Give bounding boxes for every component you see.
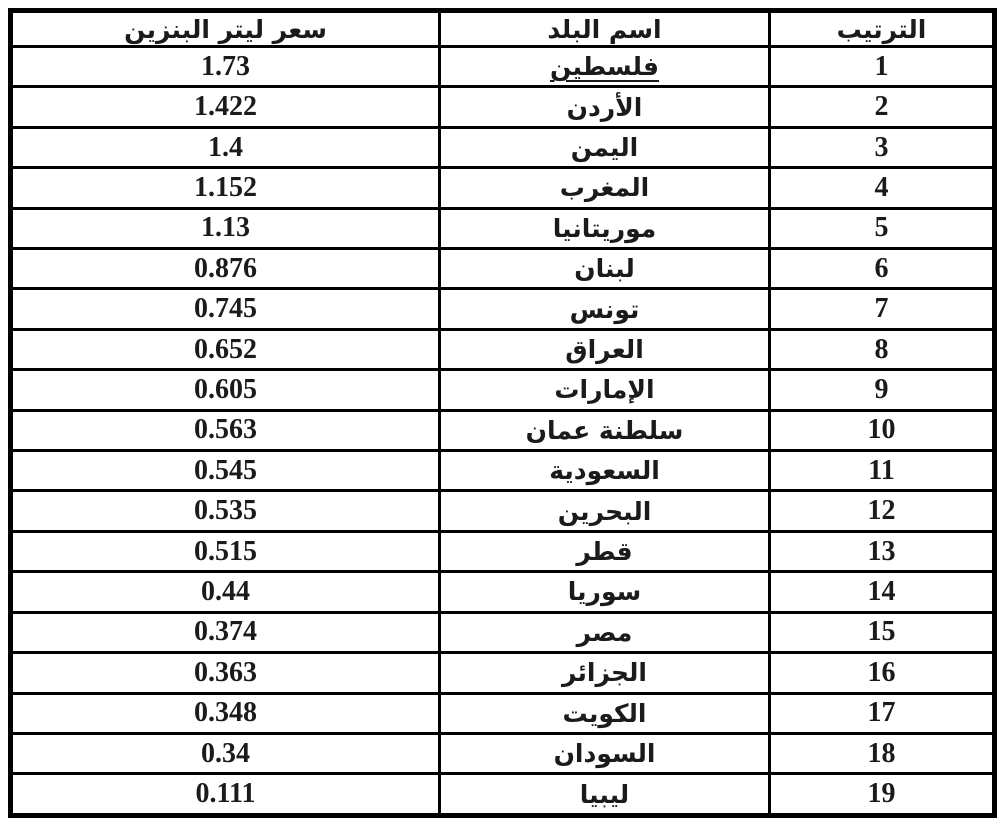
- table-row: [11, 370, 995, 410]
- table-row: [11, 693, 995, 733]
- country-cell: موريتانيا: [440, 208, 770, 248]
- country-cell: السودان: [440, 733, 770, 773]
- country-cell: الإمارات: [440, 370, 770, 410]
- country-cell: الأردن: [440, 87, 770, 127]
- country-cell: السعودية: [440, 451, 770, 491]
- price-cell: 0.374: [11, 612, 440, 652]
- country-cell: سلطنة عمان: [440, 410, 770, 450]
- table-header: [11, 11, 995, 47]
- column-header-country: اسم البلد: [440, 11, 770, 47]
- table-row: [11, 491, 995, 531]
- country-cell: فلسطين: [440, 47, 770, 87]
- country-cell: الكويت: [440, 693, 770, 733]
- rank-cell: 1: [770, 47, 995, 87]
- table-row: [11, 329, 995, 369]
- table-row: [11, 289, 995, 329]
- country-cell: قطر: [440, 531, 770, 571]
- table-row: [11, 168, 995, 208]
- table-row: [11, 87, 995, 127]
- rank-cell: 9: [770, 370, 995, 410]
- price-cell: 1.73: [11, 47, 440, 87]
- rank-cell: 8: [770, 329, 995, 369]
- country-cell: مصر: [440, 612, 770, 652]
- rank-cell: 13: [770, 531, 995, 571]
- rank-cell: 14: [770, 572, 995, 612]
- rank-cell: 19: [770, 774, 995, 816]
- price-cell: 0.876: [11, 249, 440, 289]
- table-row: [11, 733, 995, 773]
- country-cell: ليبيا: [440, 774, 770, 816]
- table-row: [11, 208, 995, 248]
- price-cell: 0.745: [11, 289, 440, 329]
- country-cell: اليمن: [440, 127, 770, 167]
- table-row: [11, 653, 995, 693]
- price-cell: 0.44: [11, 572, 440, 612]
- country-cell: العراق: [440, 329, 770, 369]
- price-cell: 0.563: [11, 410, 440, 450]
- rank-cell: 7: [770, 289, 995, 329]
- price-cell: 0.348: [11, 693, 440, 733]
- table-row: [11, 410, 995, 450]
- column-header-price: سعر ليتر البنزين: [11, 11, 440, 47]
- price-cell: 1.152: [11, 168, 440, 208]
- header-row: [11, 11, 995, 47]
- country-cell: الجزائر: [440, 653, 770, 693]
- price-cell: 1.422: [11, 87, 440, 127]
- table-body: [11, 47, 995, 816]
- table-row: [11, 774, 995, 816]
- table-row: [11, 249, 995, 289]
- price-cell: 0.545: [11, 451, 440, 491]
- country-cell: سوريا: [440, 572, 770, 612]
- column-header-rank: الترتيب: [770, 11, 995, 47]
- table-row: [11, 451, 995, 491]
- rank-cell: 15: [770, 612, 995, 652]
- rank-cell: 10: [770, 410, 995, 450]
- country-cell: تونس: [440, 289, 770, 329]
- rank-cell: 2: [770, 87, 995, 127]
- table-row: [11, 47, 995, 87]
- table-row: [11, 531, 995, 571]
- table-row: [11, 572, 995, 612]
- country-cell: المغرب: [440, 168, 770, 208]
- price-cell: 1.13: [11, 208, 440, 248]
- table-row: [11, 612, 995, 652]
- price-cell: 0.605: [11, 370, 440, 410]
- rank-cell: 16: [770, 653, 995, 693]
- price-cell: 0.652: [11, 329, 440, 369]
- price-cell: 0.535: [11, 491, 440, 531]
- price-cell: 0.34: [11, 733, 440, 773]
- price-cell: 0.515: [11, 531, 440, 571]
- rank-cell: 4: [770, 168, 995, 208]
- rank-cell: 3: [770, 127, 995, 167]
- country-cell: البحرين: [440, 491, 770, 531]
- rank-cell: 12: [770, 491, 995, 531]
- price-cell: 0.111: [11, 774, 440, 816]
- rank-cell: 18: [770, 733, 995, 773]
- country-cell: لبنان: [440, 249, 770, 289]
- rank-cell: 17: [770, 693, 995, 733]
- price-cell: 0.363: [11, 653, 440, 693]
- rank-cell: 11: [770, 451, 995, 491]
- table-row: [11, 127, 995, 167]
- price-cell: 1.4: [11, 127, 440, 167]
- fuel-price-table: [8, 8, 997, 818]
- rank-cell: 5: [770, 208, 995, 248]
- rank-cell: 6: [770, 249, 995, 289]
